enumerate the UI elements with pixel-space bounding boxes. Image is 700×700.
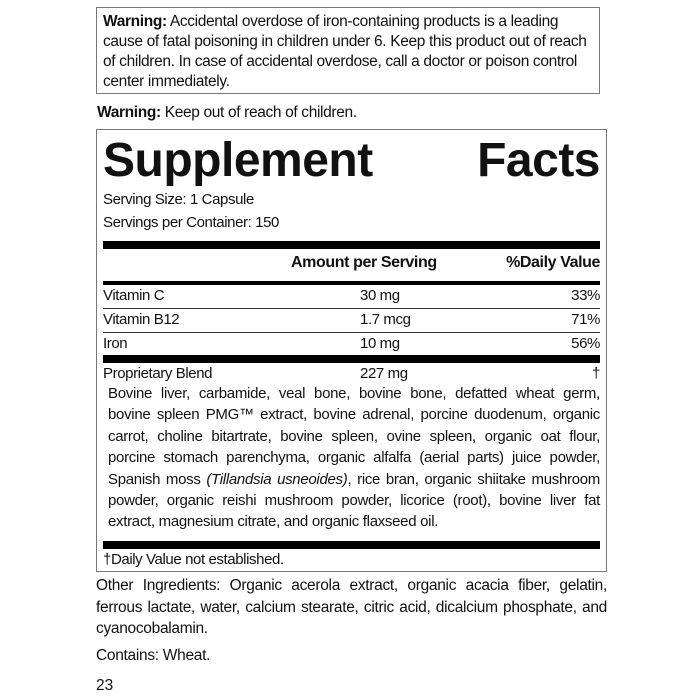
children-warning	[97, 104, 357, 122]
amount-per-serving-header: Amount per Serving	[291, 254, 437, 271]
nutrient-amount: 1.7 mcg	[360, 311, 411, 328]
nutrient-name: Vitamin B12	[103, 311, 180, 328]
warning-label: Warning:	[103, 13, 167, 30]
nutrient-amount: 10 mg	[360, 335, 400, 352]
nutrient-name: Vitamin C	[103, 287, 165, 304]
facts-title	[103, 132, 600, 190]
blend-ingredients-text: Bovine liver, carbamide, veal bone, bovine bone, defatted wheat germ, bovine spleen PMG™ extract, bovine adrenal, porcine duodenum, organic carrot, choline bitartrate, bovine spleen, ovine spleen, organic oat flour, porcine stomach parenchyma, organic alfalfa (aerial parts) juice powder, Spanish moss	[108, 385, 600, 488]
thick-divider	[103, 241, 600, 249]
other-ingredients: Other Ingredients: Organic acerola extract, organic acacia fiber, gelatin, ferrous lactate, water, calcium stearate, citric acid, dicalcium phosphate, and cyanocobalamin.	[96, 577, 607, 637]
nutrient-dv: 33%	[571, 287, 600, 304]
proprietary-blend-row	[103, 363, 600, 385]
warning-label: Warning:	[97, 104, 161, 121]
title-supplement: Supplement	[103, 134, 373, 187]
nutrient-amount: 30 mg	[360, 287, 400, 304]
allergen-contains: Contains: Wheat.	[96, 647, 211, 664]
blend-ingredients	[108, 383, 600, 533]
thick-divider	[103, 355, 600, 363]
iron-warning-box	[96, 7, 600, 94]
nutrient-dv: 56%	[571, 335, 600, 352]
blend-name: Proprietary Blend	[103, 365, 213, 382]
children-warning-text: Keep out of reach of children.	[160, 104, 357, 121]
page-number: 23	[96, 677, 114, 694]
supplement-facts-panel	[96, 129, 607, 572]
serving-size: Serving Size: 1 Capsule	[103, 191, 254, 208]
thick-divider	[103, 541, 600, 549]
nutrient-dv: 71%	[571, 311, 600, 328]
nutrient-name: Iron	[103, 335, 128, 352]
blend-ingredients-text: , rice bran, organic shiitake mushroom powder, organic reishi mushroom powder, licorice (root), bovine liver fat extract, magnesium citrate, and organic flaxseed oil.	[108, 470, 600, 531]
daily-value-footnote: †Daily Value not established.	[103, 551, 284, 568]
iron-warning-text: Accidental overdose of iron-containing products is a leading cause of fatal poisoning in children under 6. Keep this product out of reach of children. In case of accidental overdose, call a doctor or poison control center immediately.	[103, 13, 587, 90]
nutrient-row	[103, 333, 600, 355]
daily-value-header: %Daily Value	[506, 254, 600, 271]
nutrient-row	[103, 285, 600, 307]
servings-per-container: Servings per Container: 150	[103, 214, 279, 231]
blend-amount: 227 mg	[360, 365, 408, 382]
title-facts: Facts	[477, 134, 600, 187]
blend-dv: †	[592, 365, 600, 382]
nutrient-row	[103, 309, 600, 331]
blend-ingredients-italic: (Tillandsia usneoides)	[206, 470, 348, 488]
